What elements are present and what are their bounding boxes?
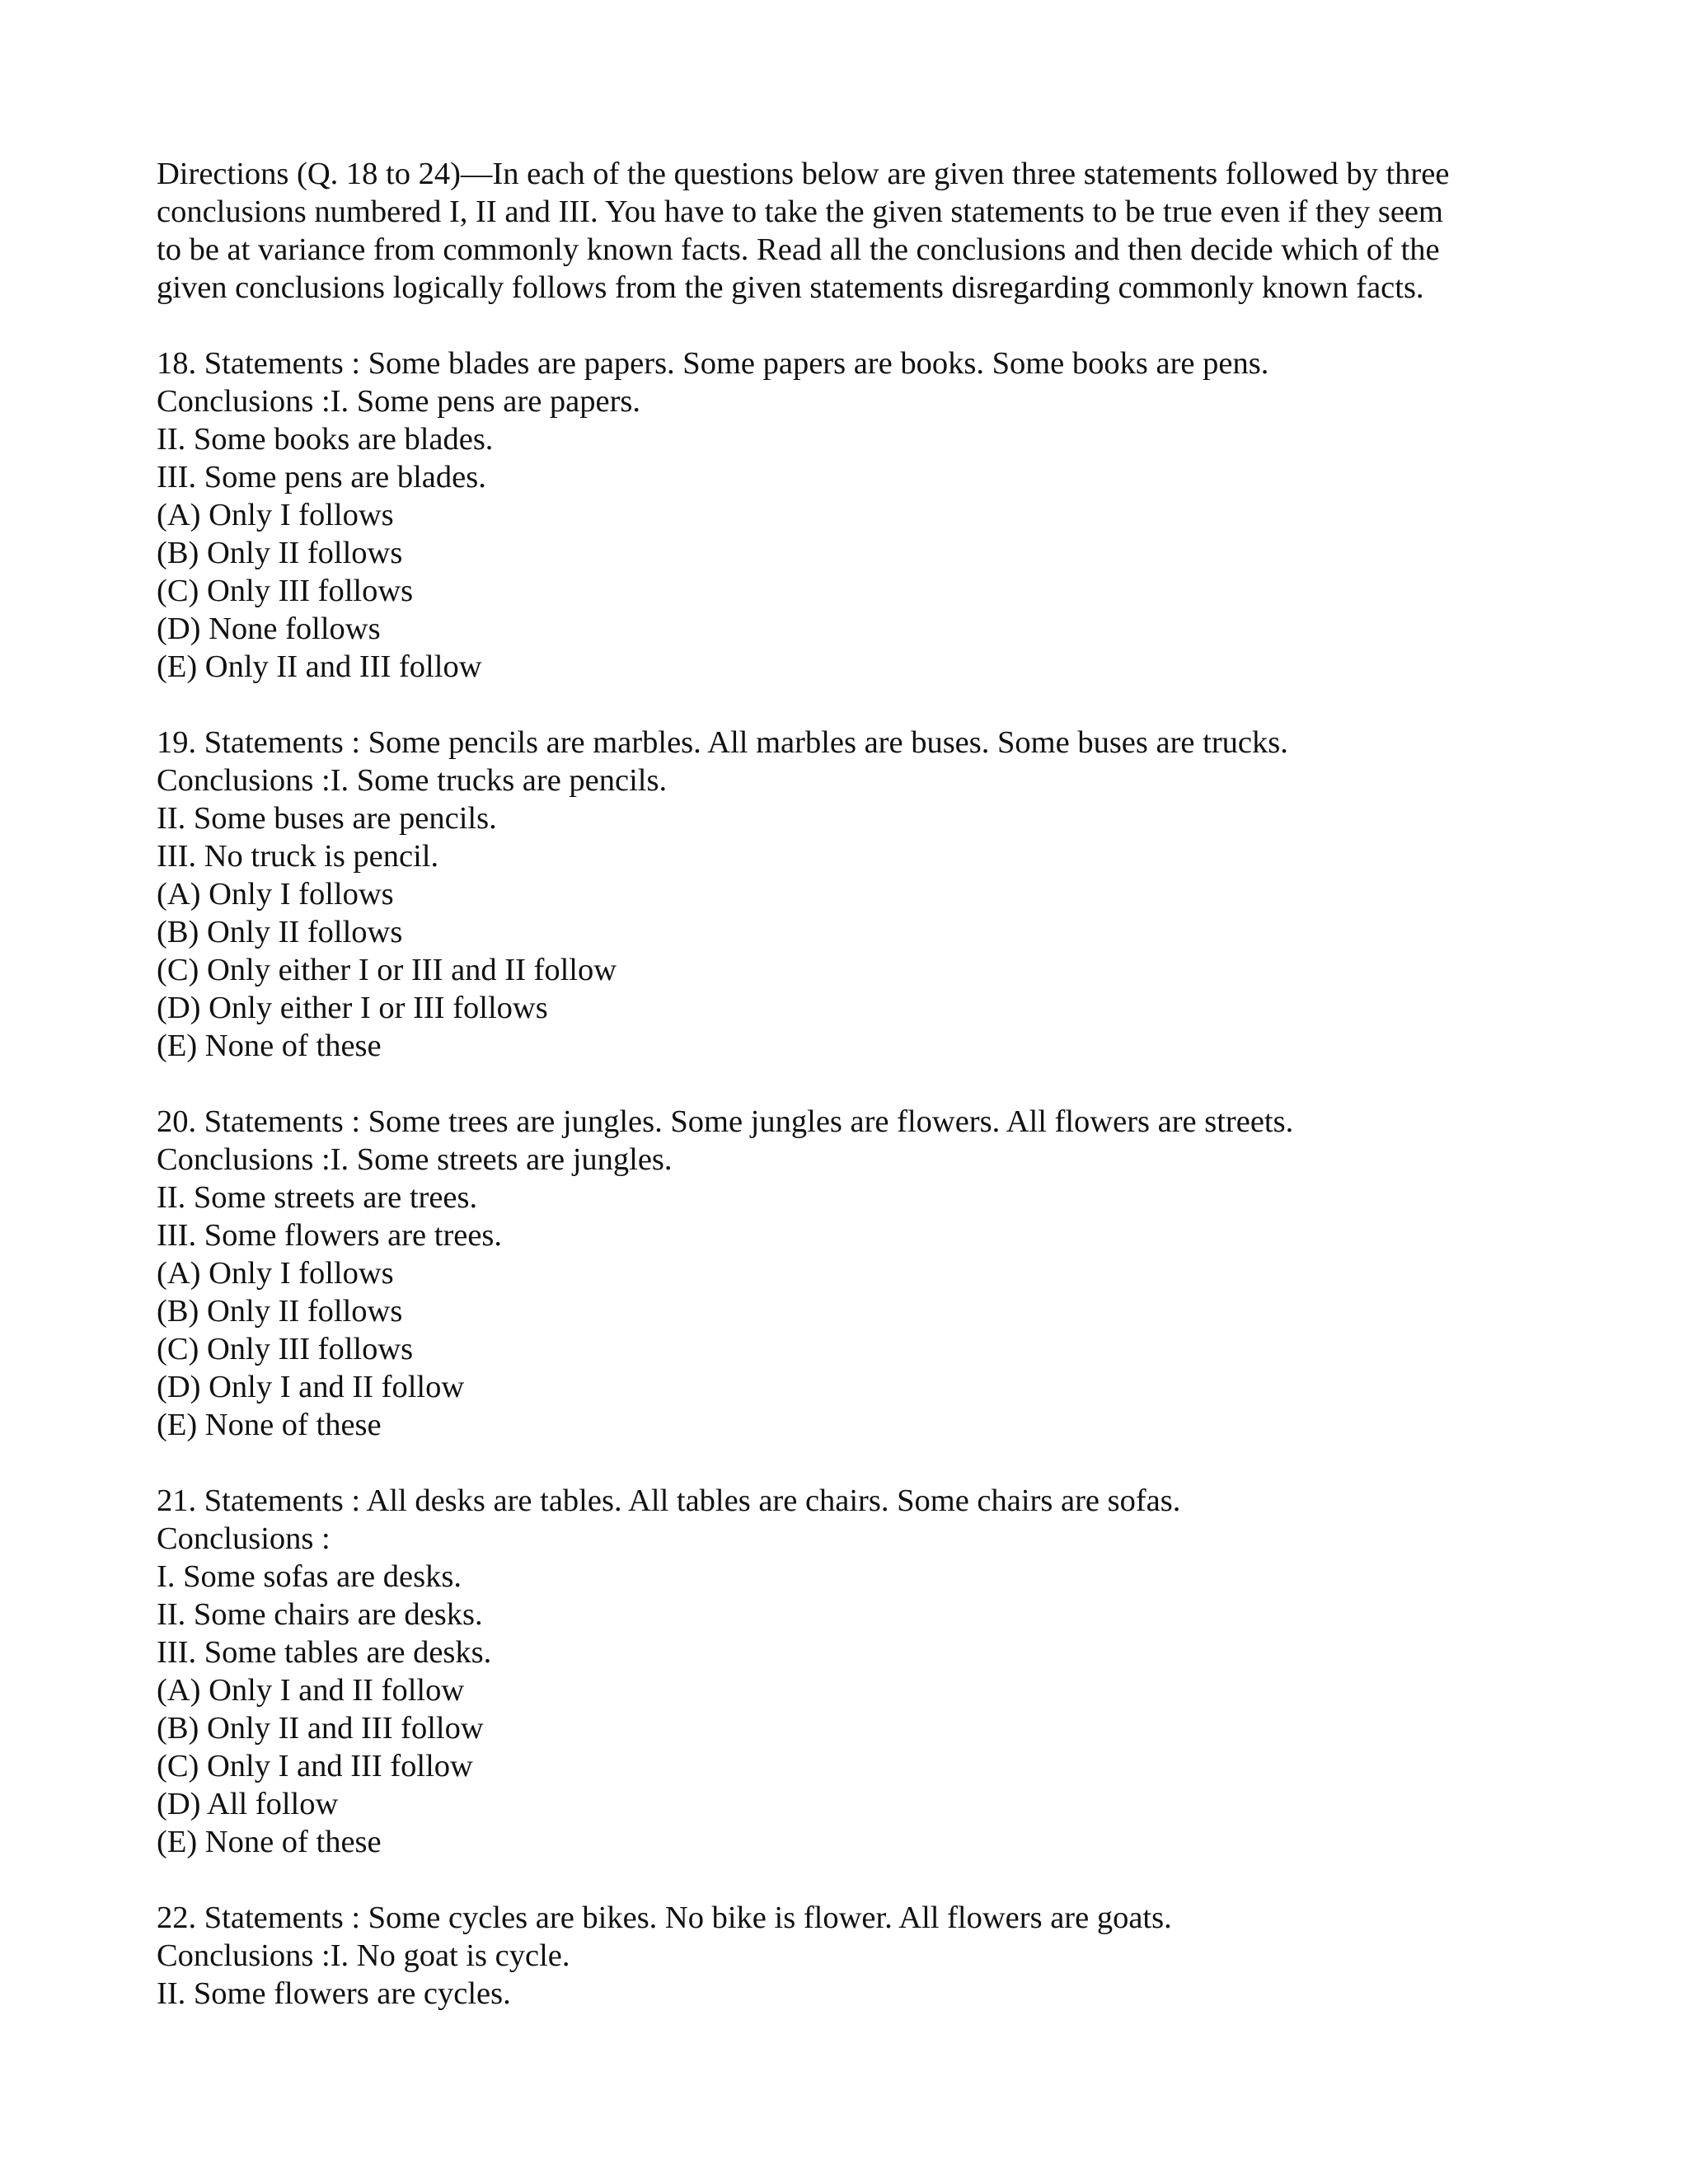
conclusion-item: III. Some pens are blades. <box>157 460 486 494</box>
question-statement: 22. Statements : Some cycles are bikes. No bike is flower. All flowers are goats. <box>157 1900 1172 1935</box>
directions-line: given conclusions logically follows from the given statements disregarding commonly known facts. <box>157 270 1424 305</box>
answer-option: (B) Only II follows <box>157 915 403 949</box>
conclusion-item: II. Some chairs are desks. <box>157 1597 483 1632</box>
answer-option: (C) Only III follows <box>157 1332 414 1366</box>
question-21 <box>157 1482 1541 1861</box>
answer-option: (A) Only I follows <box>157 877 394 912</box>
question-20 <box>157 1103 1541 1444</box>
answer-option: (B) Only II and III follow <box>157 1711 484 1746</box>
conclusion-head: Conclusions :I. Some trucks are pencils. <box>157 763 668 798</box>
conclusion-item: II. Some buses are pencils. <box>157 801 497 836</box>
answer-option: (A) Only I follows <box>157 1256 394 1291</box>
question-statement: 20. Statements : Some trees are jungles. Some jungles are flowers. All flowers are streets. <box>157 1104 1294 1139</box>
conclusion-item: III. Some flowers are trees. <box>157 1218 503 1253</box>
conclusion-item: II. Some flowers are cycles. <box>157 1976 511 2011</box>
question-19 <box>157 724 1541 1065</box>
answer-option: (B) Only II follows <box>157 1294 403 1329</box>
directions-line: Directions (Q. 18 to 24)—In each of the questions below are given three statements followed by three <box>157 157 1450 191</box>
directions-line: conclusions numbered I, II and III. You have to take the given statements to be true even if they seem <box>157 194 1443 229</box>
answer-option: (D) All follow <box>157 1787 339 1821</box>
conclusion-item: III. No truck is pencil. <box>157 839 439 874</box>
answer-option: (E) None of these <box>157 1408 382 1442</box>
answer-option: (E) Only II and III follow <box>157 649 482 684</box>
question-statement: 19. Statements : Some pencils are marbles. All marbles are buses. Some buses are trucks. <box>157 725 1288 760</box>
conclusion-head: Conclusions :I. Some streets are jungles. <box>157 1142 673 1177</box>
question-statement: 21. Statements : All desks are tables. All tables are chairs. Some chairs are sofas. <box>157 1483 1181 1518</box>
answer-option: (C) Only I and III follow <box>157 1749 473 1783</box>
question-22 <box>157 1899 1541 2013</box>
conclusion-head: Conclusions :I. Some pens are papers. <box>157 384 641 419</box>
directions-paragraph <box>157 155 1541 307</box>
conclusion-item: II. Some books are blades. <box>157 422 494 457</box>
answer-option: (D) Only either I or III follows <box>157 991 548 1025</box>
answer-option: (D) None follows <box>157 612 381 646</box>
answer-option: (A) Only I and II follow <box>157 1673 465 1708</box>
conclusion-item: II. Some streets are trees. <box>157 1180 478 1215</box>
question-18 <box>157 344 1541 686</box>
directions-line: to be at variance from commonly known facts. Read all the conclusions and then decide which of the <box>157 232 1440 267</box>
conclusion-head: Conclusions : <box>157 1521 331 1556</box>
conclusion-item: III. Some tables are desks. <box>157 1635 492 1670</box>
answer-option: (E) None of these <box>157 1029 382 1063</box>
conclusion-head: Conclusions :I. No goat is cycle. <box>157 1938 570 1973</box>
answer-option: (A) Only I follows <box>157 498 394 532</box>
answer-option: (D) Only I and II follow <box>157 1370 465 1404</box>
document-page <box>157 155 1541 2050</box>
answer-option: (C) Only III follows <box>157 574 414 608</box>
answer-option: (E) None of these <box>157 1825 382 1859</box>
question-statement: 18. Statements : Some blades are papers. Some papers are books. Some books are pens. <box>157 346 1269 381</box>
answer-option: (C) Only either I or III and II follow <box>157 953 617 987</box>
conclusion-item: I. Some sofas are desks. <box>157 1559 462 1594</box>
answer-option: (B) Only II follows <box>157 536 403 570</box>
